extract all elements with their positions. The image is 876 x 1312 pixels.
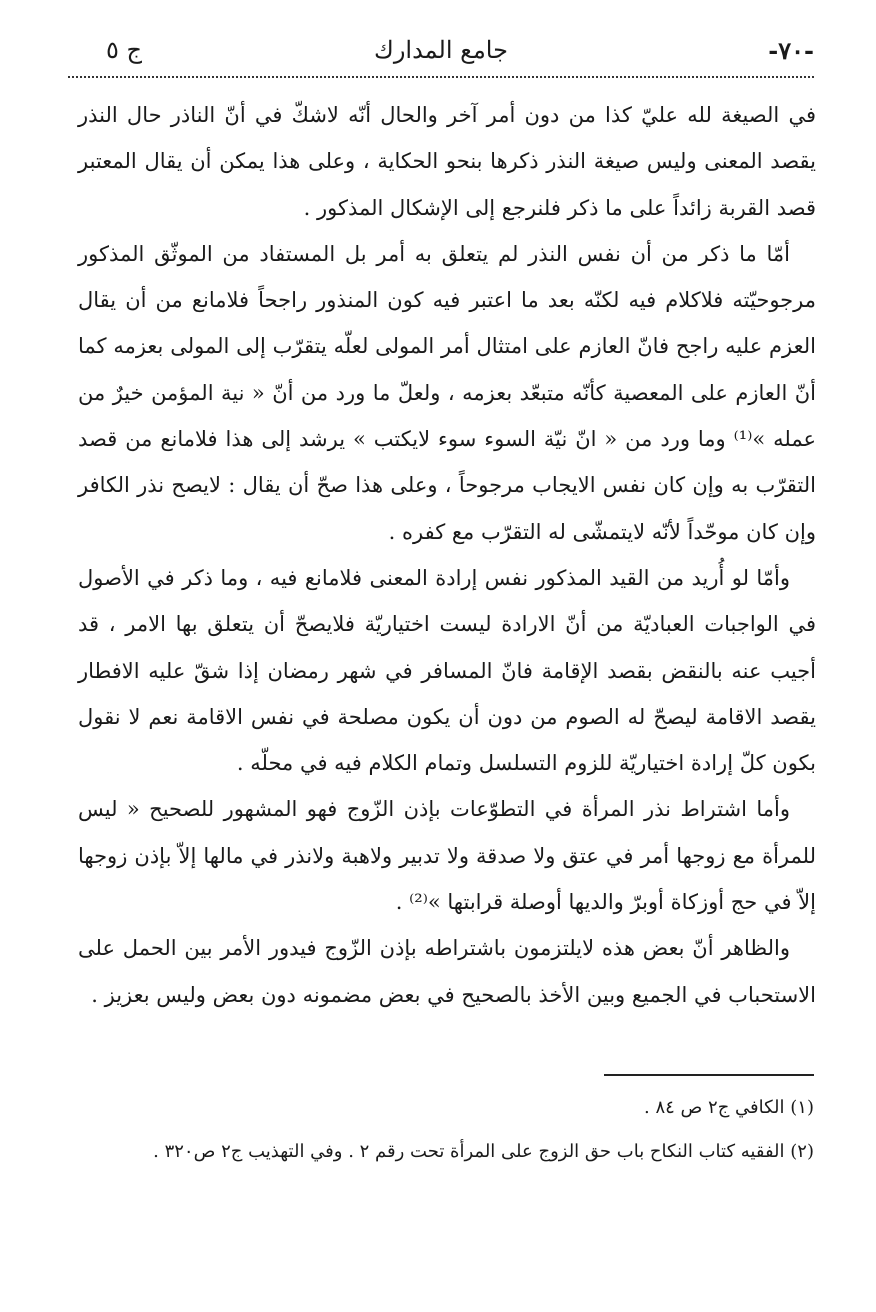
footnotes	[78, 1086, 814, 1174]
paragraph: وأما اشتراط نذر المرأة في التطوّعات بإذن الزّوج فهو المشهور للصحيح « ليس للمرأة مع زوجها أمر في عتق ولا صدقة ولا تدبير ولاهبة ولانذر في مالها إلاّ بإذن زوجها إلاّ في حج أوزكاة أوبرّ والديها أوصلة قرابتها »⁽²⁾ .	[78, 797, 816, 915]
page-number: -٧٠-	[768, 36, 814, 65]
page-header	[68, 30, 814, 74]
main-text	[78, 92, 816, 1018]
paragraph: في الصيغة لله عليّ كذا من دون أمر آخر والحال أنّه لاشكّ في أنّ الناذر حال النذر يقصد المعنى وليس صيغة النذر ذكرها بنحو الحكاية ، وعلى هذا يمكن أن يقال المعتبر قصد القربة زائداً على ما ذكر فلنرجع إلى الإشكال المذكور .	[78, 103, 816, 220]
header-dotted-rule	[68, 76, 814, 78]
paragraph: أمّا ما ذكر من أن نفس النذر لم يتعلق به أمر بل المستفاد من الموثّق المذكور مرجوحيّته فلاكلام فيه لكنّه بعد ما اعتبر فيه كون المنذور راجحاً فلامانع من أن يقال العزم عليه راجح فانّ العازم على امتثال أمر المولى لعلّه يتقرّب إلى المولى بعزمه كما أنّ العازم على المعصية كأنّه متبعّد بعزمه ، ولعلّ ما ورد من أنّ « نية المؤمن خيرٌ من عمله »⁽¹⁾ وما ورد من « انّ نيّة السوء سوء لايكتب » يرشد إلى هذا فلامانع من قصد التقرّب به وإن كان نفس الايجاب مرجوحاً ، وعلى هذا صحّ أن يقال : لايصح نذر الكافر وإن كان موحّداً لأنّه لايتمشّى له التقرّب مع كفره .	[78, 241, 816, 544]
footnote: (١) الكافي ج٢ ص ٨٤ .	[644, 1097, 814, 1118]
volume-label: ج ٥	[106, 36, 143, 64]
paragraph: وأمّا لو أُريد من القيد المذكور نفس إرادة المعنى فلامانع فيه ، وما ذكر في الأصول في الواجبات العباديّة من أنّ الارادة ليست اختياريّة فلايصحّ أن يتعلق بها الامر ، قد أجيب عنه بالنقض بقصد الإقامة فانّ المسافر في شهر رمضان إذا شقّ عليه الافطار يقصد الاقامة ليصحّ له الصوم من دون أن يكون مصلحة في نفس الاقامة نعم لا نقول بكون كلّ إرادة اختياريّة للزوم التسلسل وتمام الكلام فيه في محلّه .	[78, 565, 816, 776]
footnote: (٢) الفقيه كتاب النكاح باب حق الزوج على المرأة تحت رقم ٢ . وفي التهذيب ج٢ ص٣٢٠ .	[153, 1141, 814, 1162]
paragraph: والظاهر أنّ بعض هذه لايلتزمون باشتراطه بإذن الزّوج فيدور الأمر بين الحمل على الاستحباب في الجميع وبين الأخذ بالصحيح في بعض مضمونه دون بعض وليس بعزيز .	[78, 936, 816, 1007]
footnote-rule	[604, 1074, 814, 1076]
book-title: جامع المدارك	[374, 36, 508, 64]
